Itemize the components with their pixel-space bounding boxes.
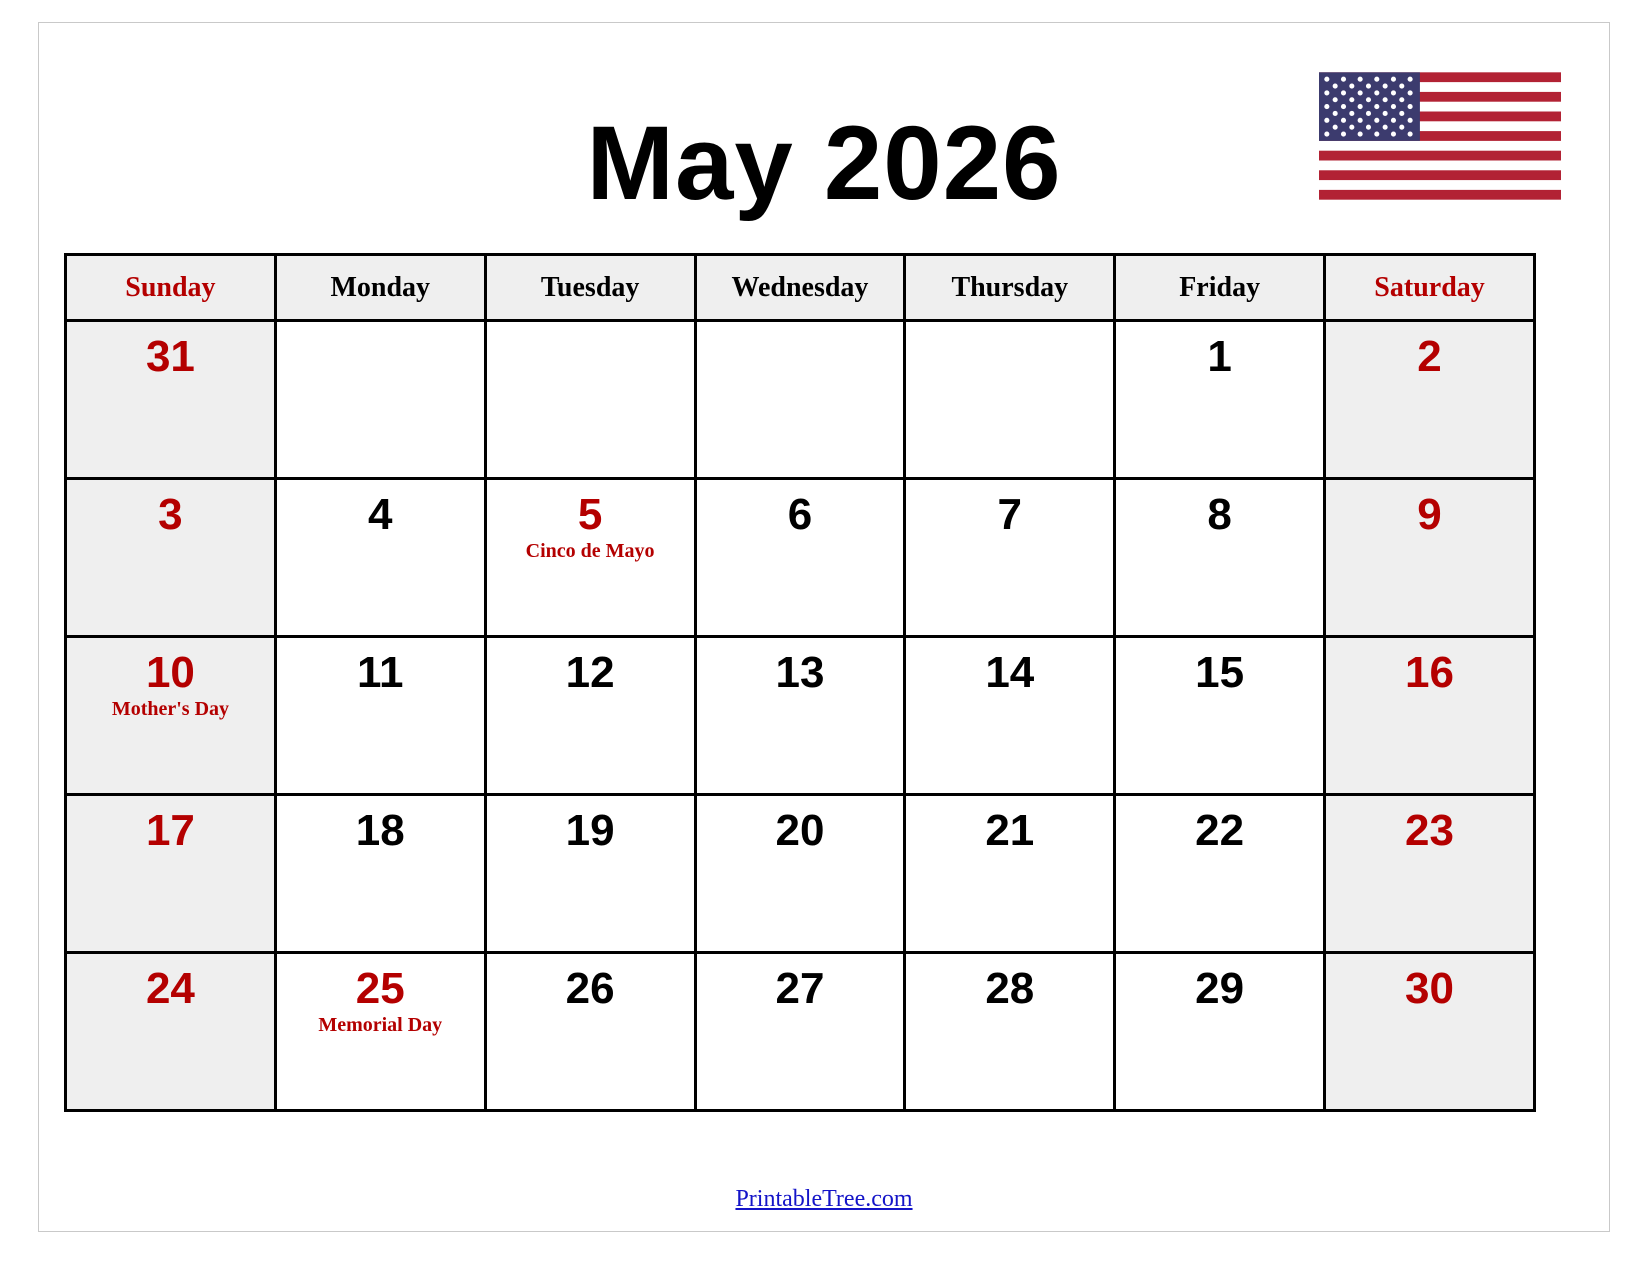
calendar-day-cell[interactable] <box>1115 479 1325 637</box>
calendar-day-cell[interactable] <box>1325 953 1535 1111</box>
day-holiday: Cinco de Mayo <box>525 540 655 563</box>
calendar-header <box>39 23 1609 238</box>
day-number: 28 <box>985 964 1035 1013</box>
calendar-day-cell[interactable] <box>1115 953 1325 1111</box>
calendar-day-cell[interactable] <box>66 795 276 953</box>
day-holiday: Memorial Day <box>318 1014 443 1037</box>
day-number: 11 <box>357 648 404 697</box>
day-number: 13 <box>775 648 825 697</box>
calendar-day-cell[interactable] <box>905 321 1115 479</box>
calendar-day-cell[interactable] <box>695 795 905 953</box>
weekday-header-tuesday: Tuesday <box>485 255 695 321</box>
calendar-day-cell[interactable] <box>66 321 276 479</box>
calendar-week-row <box>66 321 1535 479</box>
day-number: 24 <box>145 964 195 1013</box>
weekday-header-friday: Friday <box>1115 255 1325 321</box>
day-number: 8 <box>1207 490 1232 539</box>
weekday-header-thursday: Thursday <box>905 255 1115 321</box>
day-number: 4 <box>368 490 393 539</box>
day-number: 27 <box>775 964 825 1013</box>
calendar-day-cell[interactable] <box>695 479 905 637</box>
day-number: 1 <box>1207 332 1232 381</box>
day-number: 25 <box>355 964 405 1013</box>
calendar-day-cell[interactable] <box>275 637 485 795</box>
footer <box>39 1186 1609 1213</box>
day-number: 5 <box>577 490 603 539</box>
calendar-week-row <box>66 795 1535 953</box>
day-number: 29 <box>1195 964 1245 1013</box>
weekday-header-saturday: Saturday <box>1325 255 1535 321</box>
day-number: 14 <box>985 648 1035 697</box>
calendar-day-cell[interactable] <box>905 479 1115 637</box>
day-number: 31 <box>145 332 195 381</box>
day-number: 18 <box>355 806 405 855</box>
calendar-day-cell[interactable] <box>485 479 695 637</box>
day-number: 2 <box>1417 332 1442 381</box>
calendar-week-row <box>66 953 1535 1111</box>
calendar-day-cell[interactable] <box>485 637 695 795</box>
calendar-day-cell[interactable] <box>695 321 905 479</box>
calendar-day-cell[interactable] <box>1325 479 1535 637</box>
calendar-day-cell[interactable] <box>275 953 485 1111</box>
calendar-day-cell[interactable] <box>275 479 485 637</box>
calendar-day-cell[interactable] <box>695 637 905 795</box>
weekday-header-monday: Monday <box>275 255 485 321</box>
calendar-day-cell[interactable] <box>66 953 276 1111</box>
day-number: 6 <box>787 490 813 539</box>
calendar-day-cell[interactable] <box>1115 637 1325 795</box>
usa-flag-icon <box>1319 51 1561 221</box>
calendar-day-cell[interactable] <box>1325 795 1535 953</box>
day-number: 12 <box>565 648 615 697</box>
calendar-day-cell[interactable] <box>695 953 905 1111</box>
source-link[interactable]: PrintableTree.com <box>735 1186 913 1212</box>
day-number: 7 <box>997 490 1023 539</box>
weekday-header-wednesday: Wednesday <box>695 255 905 321</box>
weekday-header-sunday: Sunday <box>66 255 276 321</box>
calendar-day-cell[interactable] <box>1325 637 1535 795</box>
day-number: 20 <box>775 806 825 855</box>
day-number: 3 <box>158 490 183 539</box>
weekday-header-row <box>66 255 1535 321</box>
day-number: 30 <box>1405 964 1454 1013</box>
calendar-day-cell[interactable] <box>66 479 276 637</box>
day-number: 26 <box>565 964 615 1013</box>
calendar-week-row <box>66 479 1535 637</box>
day-number: 17 <box>145 806 195 855</box>
calendar-day-cell[interactable] <box>66 637 276 795</box>
calendar-grid <box>64 253 1536 1112</box>
day-number: 19 <box>565 806 615 855</box>
calendar-week-row <box>66 637 1535 795</box>
calendar-day-cell[interactable] <box>905 637 1115 795</box>
day-number: 21 <box>985 806 1035 855</box>
calendar-day-cell[interactable] <box>275 321 485 479</box>
page-title: May 2026 <box>586 105 1062 222</box>
day-number: 16 <box>1405 648 1454 697</box>
calendar-page <box>38 22 1610 1232</box>
calendar-day-cell[interactable] <box>905 953 1115 1111</box>
calendar-day-cell[interactable] <box>1115 321 1325 479</box>
calendar-day-cell[interactable] <box>1115 795 1325 953</box>
calendar-day-cell[interactable] <box>1325 321 1535 479</box>
calendar-day-cell[interactable] <box>905 795 1115 953</box>
calendar-day-cell[interactable] <box>485 321 695 479</box>
calendar-day-cell[interactable] <box>485 795 695 953</box>
day-number: 15 <box>1195 648 1245 697</box>
day-holiday: Mother's Day <box>111 698 230 721</box>
calendar-day-cell[interactable] <box>485 953 695 1111</box>
day-number: 23 <box>1405 806 1454 855</box>
day-number: 9 <box>1417 490 1442 539</box>
calendar-day-cell[interactable] <box>275 795 485 953</box>
day-number: 10 <box>145 648 195 697</box>
day-number: 22 <box>1195 806 1245 855</box>
